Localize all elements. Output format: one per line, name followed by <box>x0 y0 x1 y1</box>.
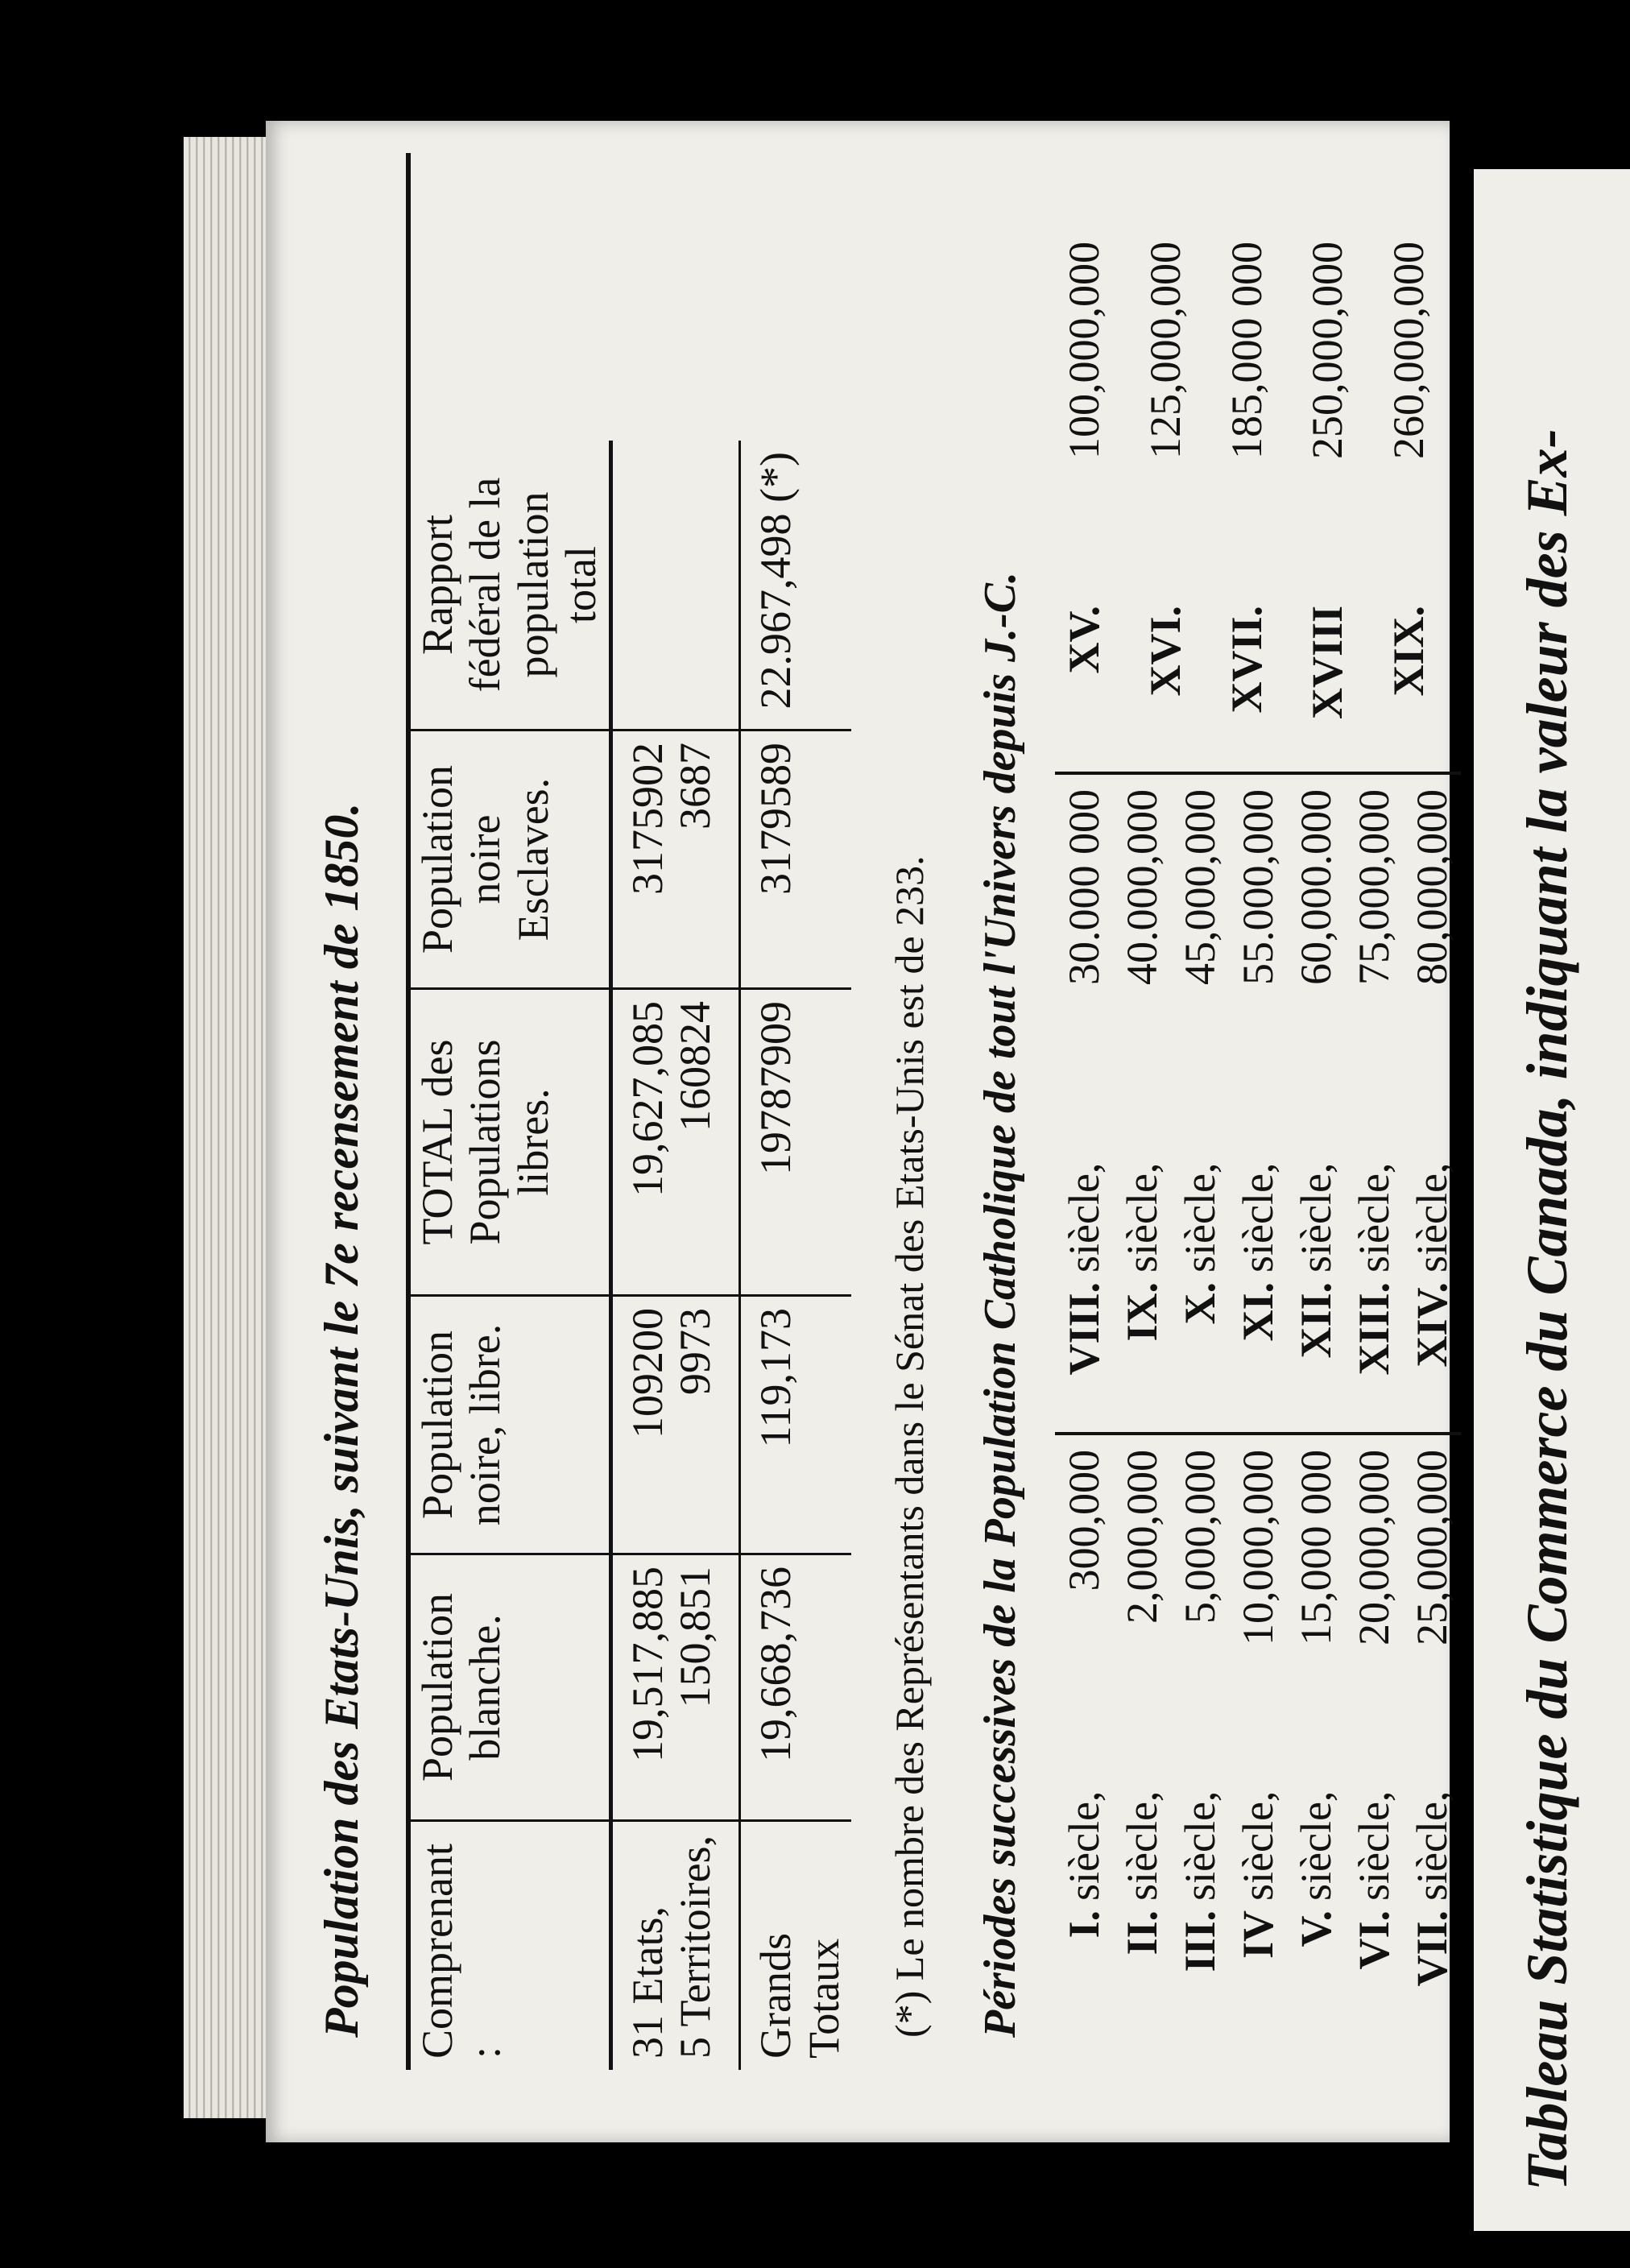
period-unit: siècle, <box>1408 1162 1456 1273</box>
header-free-black: Population noire, libre. <box>411 1296 610 1554</box>
header-comprenant: Comprenant : <box>411 1821 610 2071</box>
period-value: 20,000,000 <box>1350 1450 1398 1645</box>
header-total-free: TOTAL des Populations libres. <box>411 989 610 1296</box>
facing-page-heading: Tableau Statistique du Commerce du Canada, indiquant la valeur des Ex- <box>1515 428 1579 2191</box>
period-value: 40.000,000 <box>1118 789 1166 985</box>
period-unit: siècle, <box>1350 1162 1398 1273</box>
period-value: 10,000,000 <box>1234 1450 1282 1645</box>
period-roman: VII. <box>1408 1910 1456 1987</box>
period-roman: XIV. <box>1408 1282 1456 1368</box>
period-roman: XII. <box>1292 1282 1340 1359</box>
cell-slaves-territories: 3687 <box>670 743 719 830</box>
cell-white-states: 19,517,885 <box>623 1566 672 1762</box>
period-value: 45,000,000 <box>1176 789 1224 985</box>
period-roman: VIII. <box>1060 1282 1108 1376</box>
period-unit: siècle, <box>1118 1162 1166 1273</box>
totals-total-free: 19787909 <box>740 989 851 1296</box>
cell-total-free-territories: 160824 <box>670 1001 719 1132</box>
period-value: 100,000,000 <box>1060 242 1108 459</box>
period-roman: I. <box>1060 1910 1108 1939</box>
periods-column-2 <box>1055 772 1461 1418</box>
periods-title: Périodes successives de la Population Catholique de tout l'Univers depuis J.-C. <box>975 572 1025 2038</box>
totals-slaves: 3179589 <box>740 730 851 989</box>
cell-white <box>610 1554 740 1821</box>
period-unit: siècle, <box>1060 1790 1108 1901</box>
cell-free-black-territories: 9973 <box>670 1308 719 1395</box>
population-table <box>411 441 851 2070</box>
totals-label: Grands Totaux <box>740 1821 851 2071</box>
period-unit: siècle, <box>1350 1790 1398 1901</box>
period-roman: IV <box>1234 1910 1282 1960</box>
period-unit: siècle, <box>1060 1162 1108 1273</box>
page-edges <box>184 137 272 2118</box>
period-value: 60,000.000 <box>1292 789 1340 985</box>
period-unit: siècle, <box>1234 1162 1282 1273</box>
period-roman: VI. <box>1350 1910 1398 1970</box>
period-roman: II. <box>1118 1910 1166 1956</box>
period-value: 250,000,000 <box>1303 242 1352 459</box>
period-value: 55.000,000 <box>1234 789 1282 985</box>
periods-column-1 <box>1055 1432 1461 2038</box>
period-value: 185,000 000 <box>1222 242 1271 459</box>
period-unit: siècle, <box>1292 1162 1340 1273</box>
period-roman: XIII. <box>1350 1282 1398 1376</box>
footnote: (*) Le nombre des Représentants dans le Sénat des Etats-Unis est de 233. <box>887 855 932 2038</box>
period-roman: XVII. <box>1222 606 1271 714</box>
period-roman: XVI. <box>1140 606 1189 697</box>
period-unit: siècle, <box>1408 1790 1456 1901</box>
periods-list <box>1055 213 1461 2038</box>
period-unit: siècle, <box>1176 1162 1224 1273</box>
table-row <box>610 441 740 2070</box>
cell-white-territories: 150,851 <box>670 1566 719 1708</box>
totals-row <box>740 441 851 2070</box>
rotated-content <box>298 137 1456 2086</box>
period-unit: siècle, <box>1292 1790 1340 1901</box>
cell-total-free-states: 19,627,085 <box>623 1001 672 1197</box>
cell-free-black-states: 109200 <box>623 1308 672 1438</box>
period-unit: siècle, <box>1176 1790 1224 1901</box>
period-roman: XVIII <box>1303 606 1352 720</box>
totals-free-black: 119,173 <box>740 1296 851 1554</box>
header-white: Population blanche. <box>411 1554 610 1821</box>
cell-total-free <box>610 989 740 1296</box>
period-value: 15,000 000 <box>1292 1450 1340 1645</box>
totals-white: 19,668,736 <box>740 1554 851 1821</box>
period-roman: V. <box>1292 1910 1340 1947</box>
cell-slaves-states: 3175902 <box>623 743 672 895</box>
period-roman: XI. <box>1234 1282 1282 1342</box>
period-value: 2,000,000 <box>1118 1450 1166 1624</box>
cell-free-black <box>610 1296 740 1554</box>
period-roman: IX. <box>1118 1282 1166 1342</box>
period-roman: XV. <box>1060 606 1108 674</box>
period-value: 125,000,000 <box>1140 242 1189 459</box>
period-roman: X. <box>1176 1282 1224 1325</box>
period-value: 80,000,000 <box>1408 789 1456 985</box>
period-value: 5,000,000 <box>1176 1450 1224 1624</box>
period-unit: siècle, <box>1118 1790 1166 1901</box>
period-value: 300,000 <box>1060 1450 1108 1591</box>
page-title: Population des Etats-Unis, suivant le 7e recensement de 1850. <box>315 802 368 2038</box>
row-label-states: 31 Etats, <box>623 1906 672 2059</box>
period-roman: XIX. <box>1384 606 1433 697</box>
header-federal: Rapport fédéral de la population total <box>411 441 610 730</box>
period-unit: siècle, <box>1234 1790 1282 1901</box>
period-value: 75,000,000 <box>1350 789 1398 985</box>
period-value: 30.000 000 <box>1060 789 1108 985</box>
row-label <box>610 1821 740 2071</box>
cell-slaves <box>610 730 740 989</box>
periods-column-3 <box>1055 227 1461 757</box>
period-roman: III. <box>1176 1910 1224 1972</box>
cell-federal <box>610 441 740 730</box>
row-label-territories: 5 Territoires, <box>670 1835 719 2059</box>
period-value: 25,000,000 <box>1408 1450 1456 1645</box>
table-header-row <box>411 441 610 2070</box>
header-slaves: Population noire Esclaves. <box>411 730 610 989</box>
totals-federal: 22.967,498 (*) <box>740 441 851 730</box>
period-value: 260,000,000 <box>1384 242 1433 459</box>
